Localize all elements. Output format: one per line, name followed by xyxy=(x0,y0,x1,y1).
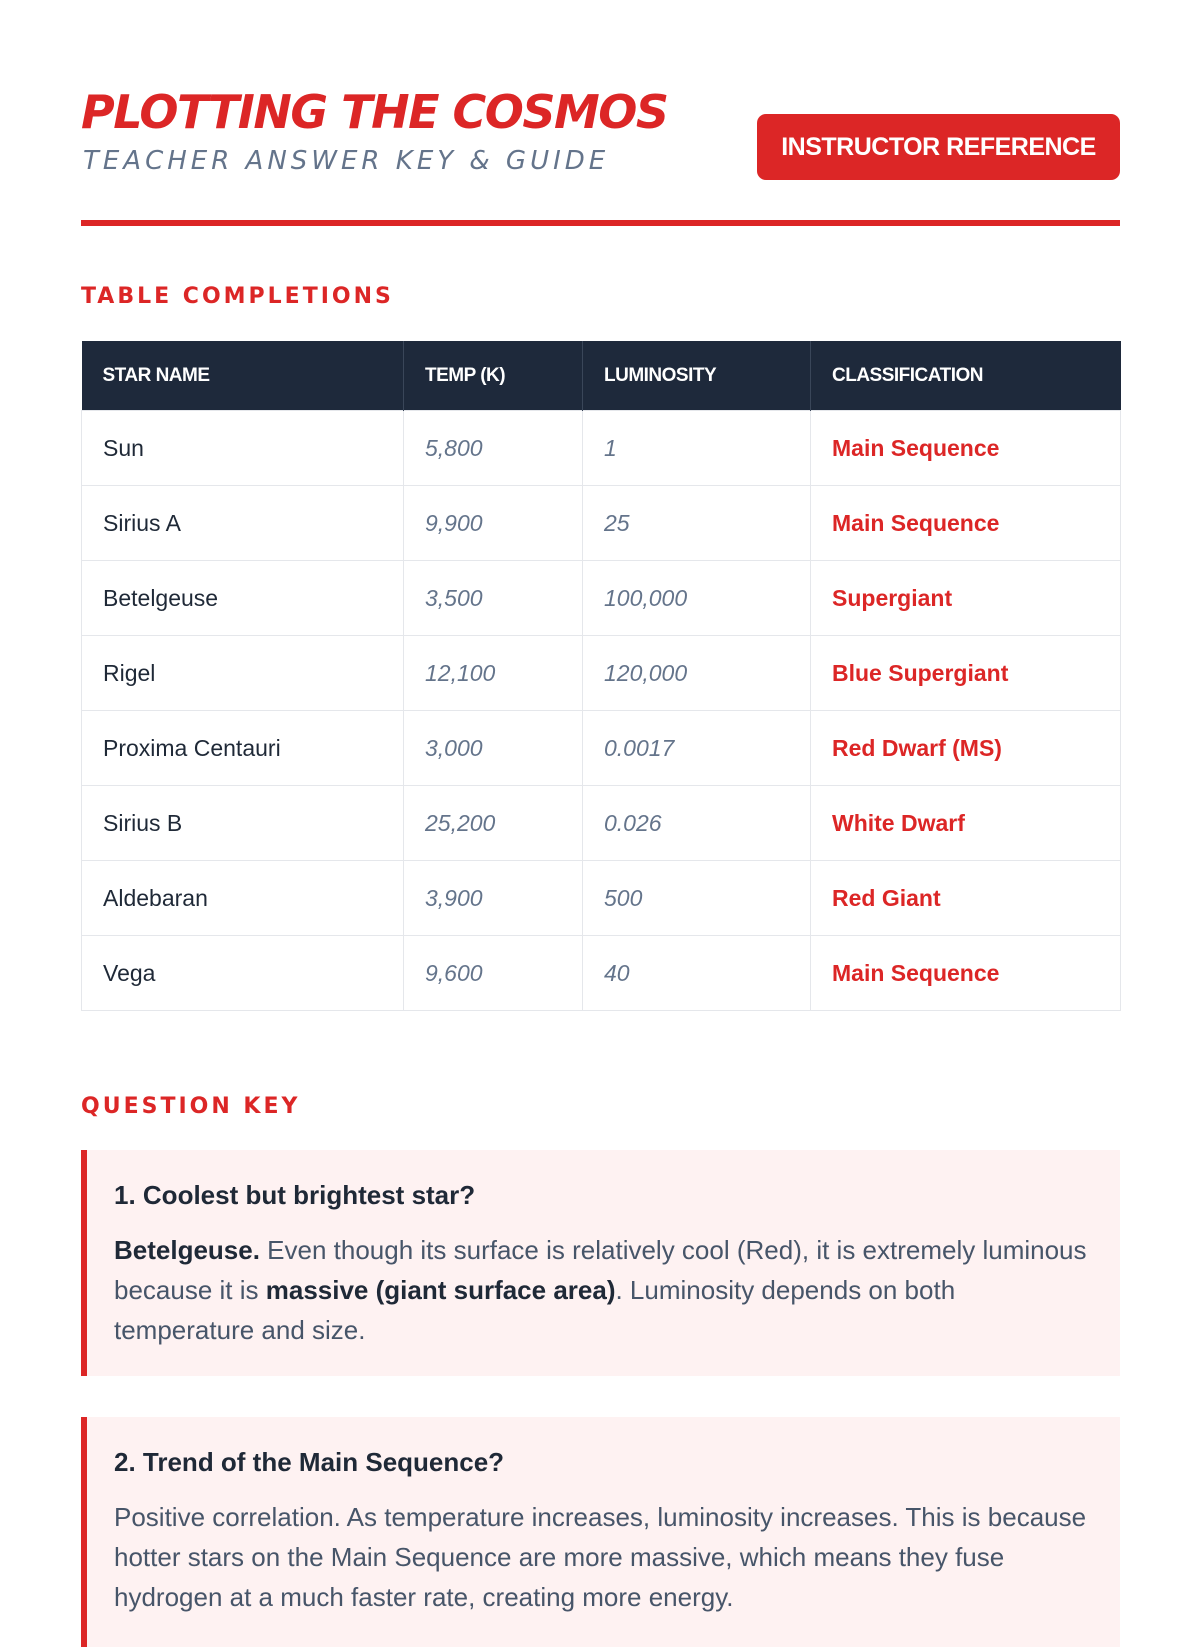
star-name-cell: Sun xyxy=(82,411,404,486)
column-header-classification: CLASSIFICATION xyxy=(811,341,1121,411)
star-table-container xyxy=(81,341,1120,1011)
temp-cell: 25,200 xyxy=(404,786,583,861)
luminosity-cell: 0.0017 xyxy=(583,711,811,786)
temp-cell: 9,600 xyxy=(404,936,583,1011)
table-row xyxy=(82,936,1121,1011)
star-name-cell: Proxima Centauri xyxy=(82,711,404,786)
answer-emphasis: massive (giant surface area) xyxy=(265,1275,616,1305)
table-row xyxy=(82,411,1121,486)
temp-cell: 12,100 xyxy=(404,636,583,711)
page-header xyxy=(81,0,1120,226)
table-row xyxy=(82,561,1121,636)
answer-text: Even though its surface is relatively cool (Red), it is extremely luminous because it is xyxy=(114,1235,1087,1305)
column-header-luminosity: LUMINOSITY xyxy=(583,341,811,411)
classification-cell: Main Sequence xyxy=(811,486,1121,561)
temp-cell: 3,900 xyxy=(404,861,583,936)
star-name-cell: Betelgeuse xyxy=(82,561,404,636)
luminosity-cell: 0.026 xyxy=(583,786,811,861)
classification-cell: Main Sequence xyxy=(811,936,1121,1011)
star-name-cell: Aldebaran xyxy=(82,861,404,936)
question-title: 1. Coolest but brightest star? xyxy=(114,1180,476,1210)
question-answer: Positive correlation. As temperature increases, luminosity increases. This is because hotter stars on the Main Sequence are more massive, which means they fuse hydrogen at a much faster rate, creating more energy. xyxy=(114,1502,1087,1612)
luminosity-cell: 40 xyxy=(583,936,811,1011)
table-row xyxy=(82,486,1121,561)
star-name-cell: Sirius A xyxy=(82,486,404,561)
luminosity-cell: 1 xyxy=(583,411,811,486)
page-title: PLOTTING THE COSMOS xyxy=(81,85,668,139)
page-subtitle: TEACHER ANSWER KEY & GUIDE xyxy=(83,146,610,176)
table-row xyxy=(82,711,1121,786)
table-row xyxy=(82,786,1121,861)
answer-lead: Betelgeuse. xyxy=(114,1235,260,1265)
star-name-cell: Sirius B xyxy=(82,786,404,861)
classification-cell: Red Giant xyxy=(811,861,1121,936)
luminosity-cell: 25 xyxy=(583,486,811,561)
question-card-1 xyxy=(81,1150,1120,1376)
table-header-row xyxy=(82,341,1121,411)
column-header-temp: TEMP (K) xyxy=(404,341,583,411)
question-title: 2. Trend of the Main Sequence? xyxy=(114,1447,505,1477)
star-name-cell: Rigel xyxy=(82,636,404,711)
temp-cell: 3,000 xyxy=(404,711,583,786)
temp-cell: 9,900 xyxy=(404,486,583,561)
classification-cell: Supergiant xyxy=(811,561,1121,636)
luminosity-cell: 120,000 xyxy=(583,636,811,711)
classification-cell: Red Dwarf (MS) xyxy=(811,711,1121,786)
column-header-star-name: STAR NAME xyxy=(82,341,404,411)
luminosity-cell: 100,000 xyxy=(583,561,811,636)
table-row xyxy=(82,861,1121,936)
instructor-reference-badge: INSTRUCTOR REFERENCE xyxy=(757,114,1120,180)
table-row xyxy=(82,636,1121,711)
question-answer xyxy=(114,1230,1090,1350)
star-table xyxy=(81,341,1121,1011)
star-name-cell: Vega xyxy=(82,936,404,1011)
question-key-heading: QUESTION KEY xyxy=(81,1094,301,1119)
table-completions-heading: TABLE COMPLETIONS xyxy=(81,284,394,309)
question-card-2 xyxy=(81,1417,1120,1647)
classification-cell: Blue Supergiant xyxy=(811,636,1121,711)
luminosity-cell: 500 xyxy=(583,861,811,936)
classification-cell: Main Sequence xyxy=(811,411,1121,486)
temp-cell: 5,800 xyxy=(404,411,583,486)
answer-text: . Luminosity depends on both temperature and size. xyxy=(114,1275,956,1345)
header-divider xyxy=(81,220,1120,226)
answer-key-page xyxy=(81,0,1120,1612)
classification-cell: White Dwarf xyxy=(811,786,1121,861)
temp-cell: 3,500 xyxy=(404,561,583,636)
